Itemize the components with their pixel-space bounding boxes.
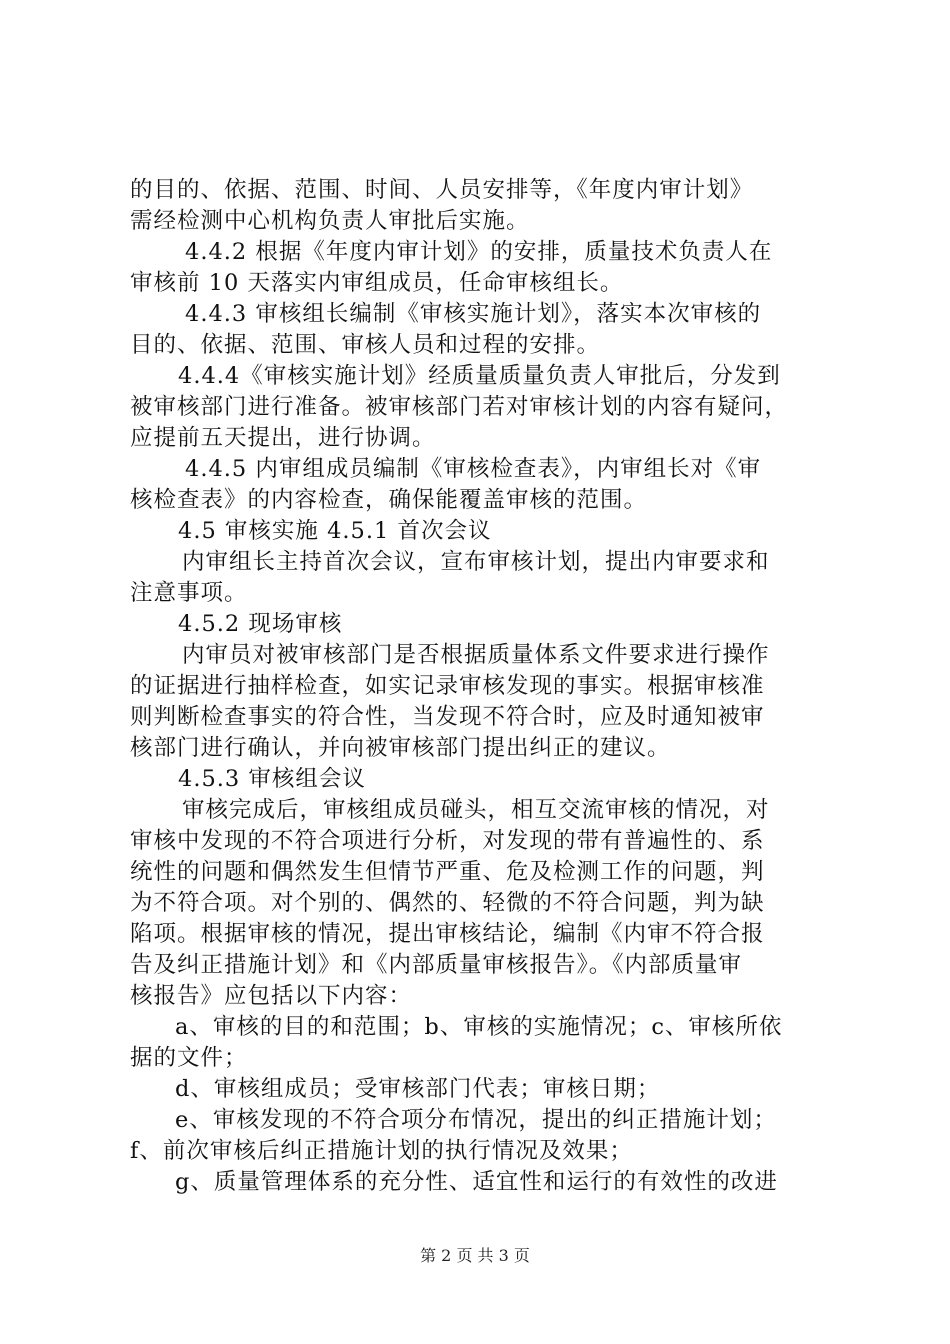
text-line: 应提前五天提出，进行协调。 [130, 425, 436, 451]
text-line: 陷项。根据审核的情况，提出审核结论，编制《内审不符合报 [130, 921, 765, 947]
text-line: 核报告》应包括以下内容： [130, 983, 413, 1009]
text-line: 审核前 10 天落实内审组成员，任命审核组长。 [130, 270, 624, 296]
text-line: 需经检测中心机构负责人审批后实施。 [130, 208, 530, 234]
list-item: d、审核组成员；受审核部门代表；审核日期； [175, 1076, 661, 1102]
list-item: f、前次审核后纠正措施计划的执行情况及效果； [130, 1138, 633, 1164]
text-line: 4.4.2 根据《年度内审计划》的安排，质量技术负责人在 [185, 239, 773, 265]
text-line: 4.4.4《审核实施计划》经质量质量负责人审批后，分发到 [178, 363, 781, 389]
section-heading: 4.5 审核实施 4.5.1 首次会议 [178, 518, 492, 544]
text-line: 的证据进行抽样检查，如实记录审核发现的事实。根据审核准 [130, 673, 765, 699]
list-item: g、质量管理体系的充分性、适宜性和运行的有效性的改进 [175, 1169, 778, 1195]
text-line: 4.4.3 审核组长编制《审核实施计划》，落实本次审核的 [185, 301, 762, 327]
text-line: 的目的、依据、范围、时间、人员安排等，《年度内审计划》 [130, 177, 754, 203]
document-body [130, 175, 840, 1198]
list-item: e、审核发现的不符合项分布情况，提出的纠正措施计划； [175, 1107, 777, 1133]
text-line: 告及纠正措施计划》和《内部质量审核报告》。《内部质量审 [130, 952, 743, 978]
text-line: 核检查表》的内容检查，确保能覆盖审核的范围。 [130, 487, 648, 513]
text-line: 据的文件； [130, 1045, 248, 1071]
text-line: 审核中发现的不符合项进行分析，对发现的带有普遍性的、系 [130, 828, 765, 854]
text-line: 审核完成后，审核组成员碰头，相互交流审核的情况，对 [182, 797, 770, 823]
text-line: 注意事项。 [130, 580, 248, 606]
text-line: 4.4.5 内审组成员编制《审核检查表》，内审组长对《审 [185, 456, 762, 482]
text-line: 统性的问题和偶然发生但情节严重、危及检测工作的问题，判 [130, 859, 765, 885]
text-line: 核部门进行确认，并向被审核部门提出纠正的建议。 [130, 735, 671, 761]
page-number-footer: 第 2 页 共 3 页 [420, 1246, 530, 1265]
text-line: 为不符合项。对个别的、偶然的、轻微的不符合问题，判为缺 [130, 890, 765, 916]
section-heading: 4.5.2 现场审核 [178, 611, 343, 637]
list-item: a、审核的目的和范围；b、审核的实施情况；c、审核所依 [175, 1014, 783, 1040]
text-line: 则判断检查事实的符合性，当发现不符合时，应及时通知被审 [130, 704, 765, 730]
text-line: 内审组长主持首次会议，宣布审核计划，提出内审要求和 [182, 549, 770, 575]
text-line: 内审员对被审核部门是否根据质量体系文件要求进行操作 [182, 642, 770, 668]
text-line: 目的、依据、范围、审核人员和过程的安排。 [130, 332, 601, 358]
section-heading: 4.5.3 审核组会议 [178, 766, 366, 792]
text-line: 被审核部门进行准备。被审核部门若对审核计划的内容有疑问， [130, 394, 789, 420]
